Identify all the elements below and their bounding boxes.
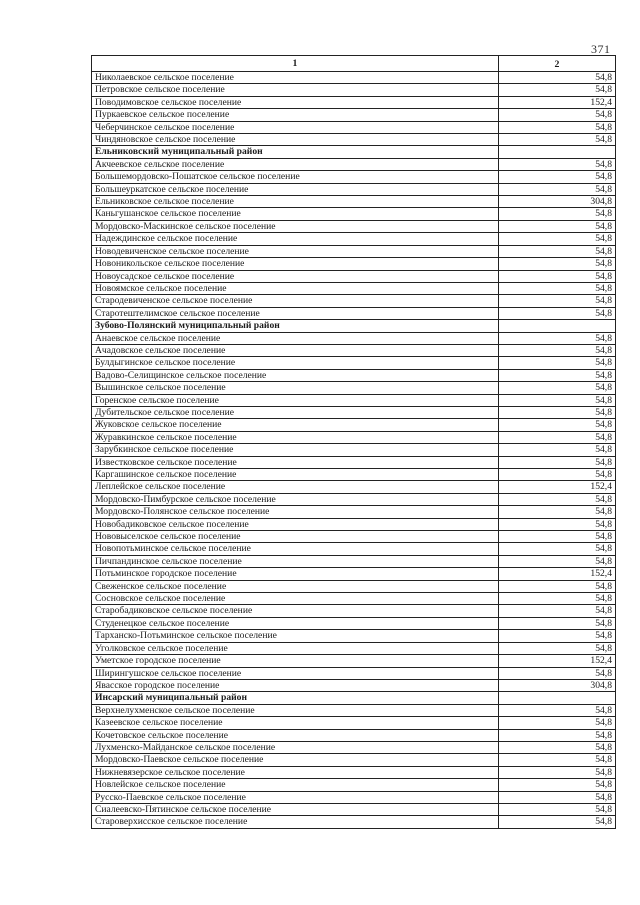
- settlement-name: Каньгушанское сельское поселение: [92, 208, 499, 220]
- settlement-name: Известковское сельское поселение: [92, 456, 499, 468]
- amount-value: 54,8: [499, 704, 616, 716]
- amount-value: 54,8: [499, 754, 616, 766]
- settlement-name: Мордовско-Полянское сельское поселение: [92, 506, 499, 518]
- table-row: [92, 456, 616, 468]
- amount-value: 54,8: [499, 617, 616, 629]
- table-row: [92, 617, 616, 629]
- table-row: [92, 220, 616, 232]
- amount-value: 54,8: [499, 72, 616, 84]
- table-row: [92, 630, 616, 642]
- settlement-name: Булдыгинское сельское поселение: [92, 357, 499, 369]
- settlement-name: Мордовско-Маскинское сельское поселение: [92, 220, 499, 232]
- amount-value: 54,8: [499, 506, 616, 518]
- settlement-name: Новоямское сельское поселение: [92, 282, 499, 294]
- settlement-name: Уголковское сельское поселение: [92, 642, 499, 654]
- amount-value: 54,8: [499, 158, 616, 170]
- settlement-name: Николаевское сельское поселение: [92, 72, 499, 84]
- amount-value: 54,8: [499, 593, 616, 605]
- table-row: [92, 568, 616, 580]
- settlement-name: Акчеевское сельское поселение: [92, 158, 499, 170]
- settlement-name: Жуковское сельское поселение: [92, 419, 499, 431]
- table-row: [92, 531, 616, 543]
- table-row: [92, 704, 616, 716]
- amount-value: 54,8: [499, 469, 616, 481]
- settlement-name: Новодевиченское сельское поселение: [92, 245, 499, 257]
- amount-value: 54,8: [499, 766, 616, 778]
- settlement-name: Ельниковское сельское поселение: [92, 196, 499, 208]
- amount-value: 54,8: [499, 803, 616, 815]
- settlement-name: Новоусадское сельское поселение: [92, 270, 499, 282]
- table-row: [92, 493, 616, 505]
- amount-value: 54,8: [499, 220, 616, 232]
- table-row: [92, 84, 616, 96]
- amount-value: 54,8: [499, 233, 616, 245]
- settlement-name: Новлейское сельское поселение: [92, 779, 499, 791]
- amount-value: 54,8: [499, 406, 616, 418]
- table-row: [92, 171, 616, 183]
- settlement-name: Большемордовско-Пошатское сельское поселение: [92, 171, 499, 183]
- settlement-name: Петровское сельское поселение: [92, 84, 499, 96]
- settlement-name: Чеберчинское сельское поселение: [92, 121, 499, 133]
- page-number: 371: [591, 42, 611, 56]
- table-row: [92, 444, 616, 456]
- settlement-name: Вадово-Селищинское сельское поселение: [92, 369, 499, 381]
- settlement-name: Старобадиковское сельское поселение: [92, 605, 499, 617]
- table-row: [92, 816, 616, 828]
- table-row: [92, 518, 616, 530]
- settlement-name: Горенское сельское поселение: [92, 394, 499, 406]
- settlement-name: Верхнелухменское сельское поселение: [92, 704, 499, 716]
- amount-value: 54,8: [499, 208, 616, 220]
- table-row: [92, 382, 616, 394]
- amount-value: 54,8: [499, 630, 616, 642]
- table-row: [92, 717, 616, 729]
- settlement-name: Свеженское сельское поселение: [92, 580, 499, 592]
- settlement-name: Новобадиковское сельское поселение: [92, 518, 499, 530]
- amount-value: 54,8: [499, 419, 616, 431]
- amount-value: 54,8: [499, 431, 616, 443]
- amount-value: 54,8: [499, 791, 616, 803]
- table-row: [92, 72, 616, 84]
- table-row: [92, 282, 616, 294]
- table-row: [92, 357, 616, 369]
- amount-value: 54,8: [499, 171, 616, 183]
- amount-value: 54,8: [499, 270, 616, 282]
- table-row: [92, 295, 616, 307]
- settlement-name: Явасское городское поселение: [92, 679, 499, 691]
- amount-value: 54,8: [499, 121, 616, 133]
- amount-value: 54,8: [499, 357, 616, 369]
- amount-value: 54,8: [499, 816, 616, 828]
- table-row: [92, 741, 616, 753]
- amount-value: 54,8: [499, 183, 616, 195]
- header-col-1: 1: [92, 56, 499, 72]
- settlement-name: Нижневязерское сельское поселение: [92, 766, 499, 778]
- settlement-name: Студенецкое сельское поселение: [92, 617, 499, 629]
- amount-value: 54,8: [499, 282, 616, 294]
- settlement-name: Тарханско-Потьминское сельское поселение: [92, 630, 499, 642]
- header-col-2: 2: [499, 56, 616, 72]
- table-row: [92, 196, 616, 208]
- table-row: [92, 481, 616, 493]
- settlement-name: Староверхисское сельское поселение: [92, 816, 499, 828]
- amount-value: 304,8: [499, 679, 616, 691]
- settlement-name: Мордовско-Пимбурское сельское поселение: [92, 493, 499, 505]
- table-row: [92, 332, 616, 344]
- settlement-name: Русско-Паевское сельское поселение: [92, 791, 499, 803]
- amount-value: 304,8: [499, 196, 616, 208]
- table-row: [92, 803, 616, 815]
- amount-value: 54,8: [499, 493, 616, 505]
- settlement-name: Новоникольское сельское поселение: [92, 258, 499, 270]
- amount-value: 54,8: [499, 245, 616, 257]
- settlement-name: Дубительское сельское поселение: [92, 406, 499, 418]
- amount-value: 54,8: [499, 456, 616, 468]
- settlement-name: Вышинское сельское поселение: [92, 382, 499, 394]
- table-row: [92, 109, 616, 121]
- amount-value: 152,4: [499, 655, 616, 667]
- amount-value: 152,4: [499, 568, 616, 580]
- settlement-name: Сиалеевско-Пятинское сельское поселение: [92, 803, 499, 815]
- table-row: [92, 580, 616, 592]
- amount-value: 54,8: [499, 444, 616, 456]
- table-row: [92, 642, 616, 654]
- amount-value: 54,8: [499, 605, 616, 617]
- table-row: [92, 506, 616, 518]
- table-row: [92, 307, 616, 319]
- section-row: [92, 320, 616, 332]
- settlement-name: Леплейское сельское поселение: [92, 481, 499, 493]
- settlement-name: Анаевское сельское поселение: [92, 332, 499, 344]
- table-row: [92, 754, 616, 766]
- amount-value: 54,8: [499, 531, 616, 543]
- table-row: [92, 766, 616, 778]
- district-name: Ельниковский муниципальный район: [92, 146, 499, 158]
- table-row: [92, 158, 616, 170]
- settlement-name: Журавкинское сельское поселение: [92, 431, 499, 443]
- settlement-name: Кочетовское сельское поселение: [92, 729, 499, 741]
- table-row: [92, 394, 616, 406]
- settlement-name: Мордовско-Паевское сельское поселение: [92, 754, 499, 766]
- amount-value: 54,8: [499, 369, 616, 381]
- table-row: [92, 245, 616, 257]
- settlement-name: Большеуркатское сельское поселение: [92, 183, 499, 195]
- settlement-name: Сосновское сельское поселение: [92, 593, 499, 605]
- data-table: [91, 55, 616, 829]
- amount-value: 54,8: [499, 394, 616, 406]
- settlement-name: Пичпандинское сельское поселение: [92, 555, 499, 567]
- table-row: [92, 369, 616, 381]
- table-row: [92, 779, 616, 791]
- settlement-name: Старотештелимское сельское поселение: [92, 307, 499, 319]
- amount-value: 54,8: [499, 134, 616, 146]
- table-row: [92, 605, 616, 617]
- amount-value: 54,8: [499, 642, 616, 654]
- amount-value: 54,8: [499, 717, 616, 729]
- amount-value: 54,8: [499, 382, 616, 394]
- table-row: [92, 270, 616, 282]
- table-row: [92, 469, 616, 481]
- table-row: [92, 679, 616, 691]
- settlement-name: Нововыселское сельское поселение: [92, 531, 499, 543]
- settlement-name: Зарубкинское сельское поселение: [92, 444, 499, 456]
- table-row: [92, 667, 616, 679]
- table-row: [92, 543, 616, 555]
- settlement-name: Ачадовское сельское поселение: [92, 344, 499, 356]
- settlement-name: Чиндяновское сельское поселение: [92, 134, 499, 146]
- amount-value: 54,8: [499, 332, 616, 344]
- table-row: [92, 555, 616, 567]
- settlement-name: Казеевское сельское поселение: [92, 717, 499, 729]
- section-row: [92, 692, 616, 704]
- amount-value: [499, 692, 616, 704]
- table-row: [92, 431, 616, 443]
- table-row: [92, 344, 616, 356]
- settlement-name: Уметское городское поселение: [92, 655, 499, 667]
- settlement-name: Каргашинское сельское поселение: [92, 469, 499, 481]
- table-row: [92, 134, 616, 146]
- table-row: [92, 183, 616, 195]
- amount-value: 54,8: [499, 258, 616, 270]
- amount-value: [499, 146, 616, 158]
- table-row: [92, 258, 616, 270]
- amount-value: 152,4: [499, 481, 616, 493]
- table-row: [92, 406, 616, 418]
- table-row: [92, 593, 616, 605]
- district-name: Инсарский муниципальный район: [92, 692, 499, 704]
- amount-value: 54,8: [499, 580, 616, 592]
- amount-value: 54,8: [499, 518, 616, 530]
- table-row: [92, 655, 616, 667]
- table-row: [92, 96, 616, 108]
- section-row: [92, 146, 616, 158]
- settlement-name: Поводимовское сельское поселение: [92, 96, 499, 108]
- table-header-row: [92, 56, 616, 72]
- amount-value: 54,8: [499, 543, 616, 555]
- district-name: Зубово-Полянский муниципальный район: [92, 320, 499, 332]
- amount-value: 54,8: [499, 295, 616, 307]
- amount-value: 54,8: [499, 84, 616, 96]
- settlement-name: Лухменско-Майданское сельское поселение: [92, 741, 499, 753]
- table-row: [92, 419, 616, 431]
- table-row: [92, 791, 616, 803]
- settlement-name: Надеждинское сельское поселение: [92, 233, 499, 245]
- amount-value: 54,8: [499, 109, 616, 121]
- table-row: [92, 121, 616, 133]
- settlement-name: Пуркаевское сельское поселение: [92, 109, 499, 121]
- amount-value: 54,8: [499, 555, 616, 567]
- settlement-name: Ширингушское сельское поселение: [92, 667, 499, 679]
- amount-value: 152,4: [499, 96, 616, 108]
- settlement-name: Стародевиченское сельское поселение: [92, 295, 499, 307]
- settlement-name: Новопотьминское сельское поселение: [92, 543, 499, 555]
- table-row: [92, 233, 616, 245]
- table-row: [92, 729, 616, 741]
- table-row: [92, 208, 616, 220]
- amount-value: [499, 320, 616, 332]
- amount-value: 54,8: [499, 307, 616, 319]
- settlement-name: Потьминское городское поселение: [92, 568, 499, 580]
- amount-value: 54,8: [499, 779, 616, 791]
- amount-value: 54,8: [499, 667, 616, 679]
- amount-value: 54,8: [499, 741, 616, 753]
- amount-value: 54,8: [499, 729, 616, 741]
- amount-value: 54,8: [499, 344, 616, 356]
